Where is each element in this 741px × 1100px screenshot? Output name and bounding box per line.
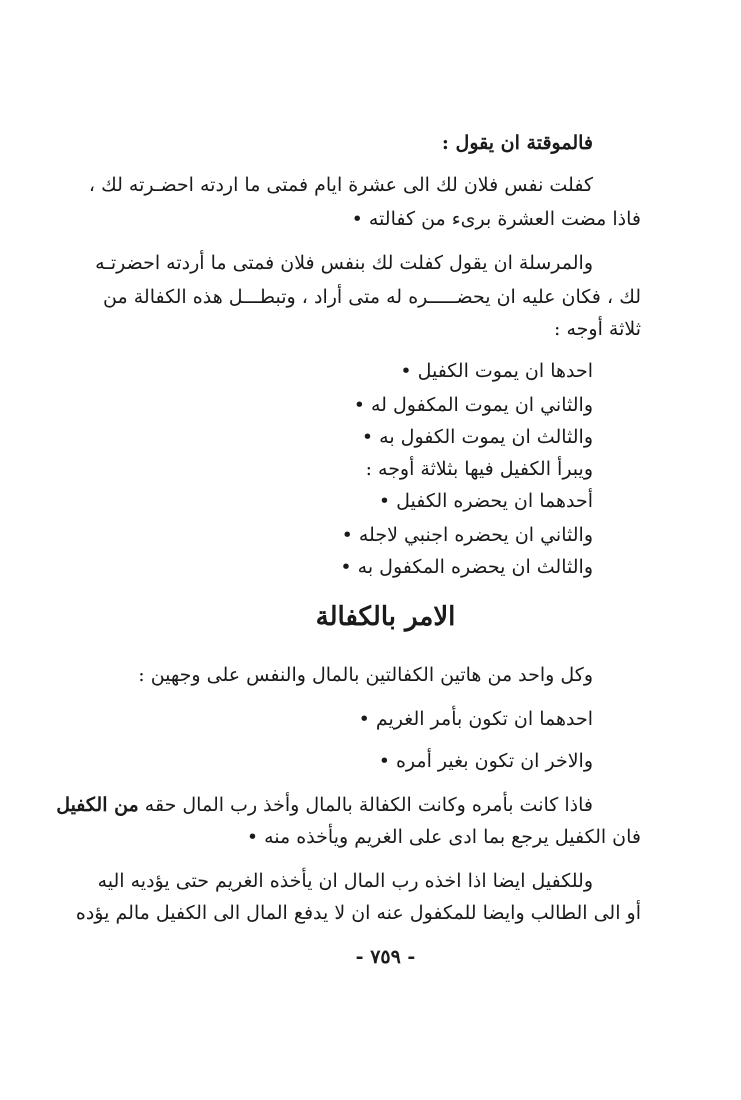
- list-item: والاخر ان تكون بغير أمره •: [378, 750, 593, 772]
- list-item: والثاني ان يحضره اجنبي لاجله •: [341, 524, 593, 546]
- paragraph-line: أو الى الطالب وايضا للمكفول عنه ان لا يدفع المال الى الكفيل مالم يؤده: [75, 902, 641, 924]
- emphasized-text: من الكفيل: [56, 794, 139, 816]
- list-item: والثاني ان يموت المكفول له •: [353, 394, 593, 416]
- paragraph-line: فالموقتة ان يقول :: [441, 132, 593, 154]
- paragraph-line: والمرسلة ان يقول كفلت لك بنفس فلان فمتى ما أردته احضرتـه: [95, 252, 593, 274]
- page-number: - ٧٥٩ -: [355, 946, 416, 968]
- list-item: أحدهما ان يحضره الكفيل •: [378, 490, 593, 512]
- paragraph-line: ثلاثة أوجه :: [554, 318, 641, 340]
- paragraph-line: كفلت نفس فلان لك الى عشرة ايام فمتى ما اردته احضـرته لك ،: [88, 174, 593, 196]
- paragraph-line: [56, 790, 593, 820]
- paragraph-line: لك ، فكان عليه ان يحضـــــره له متى أراد ، وتبطـــل هذه الكفالة من: [103, 286, 641, 308]
- paragraph-line: وللكفيل ايضا اذا اخذه رب المال ان يأخذه الغريم حتى يؤديه اليه: [97, 870, 593, 892]
- section-heading: الامر بالكفالة: [315, 602, 456, 632]
- paragraph-line: وكل واحد من هاتين الكفالتين بالمال والنفس على وجهين :: [138, 664, 593, 686]
- list-item: احدها ان يموت الكفيل •: [400, 360, 593, 382]
- list-item: والثالث ان يحضره المكفول به •: [340, 556, 593, 578]
- paragraph-line: فاذا مضت العشرة برىء من كفالته •: [351, 208, 641, 230]
- list-item: والثالث ان يموت الكفول به •: [361, 426, 593, 448]
- list-item: احدهما ان تكون بأمر الغريم •: [358, 708, 593, 730]
- paragraph-line: فان الكفيل يرجع بما ادى على الغريم ويأخذه منه •: [246, 826, 641, 848]
- paragraph-line: ويبرأ الكفيل فيها بثلاثة أوجه :: [365, 458, 593, 480]
- paragraph-text: فاذا كانت بأمره وكانت الكفالة بالمال وأخذ رب المال حقه: [138, 794, 593, 816]
